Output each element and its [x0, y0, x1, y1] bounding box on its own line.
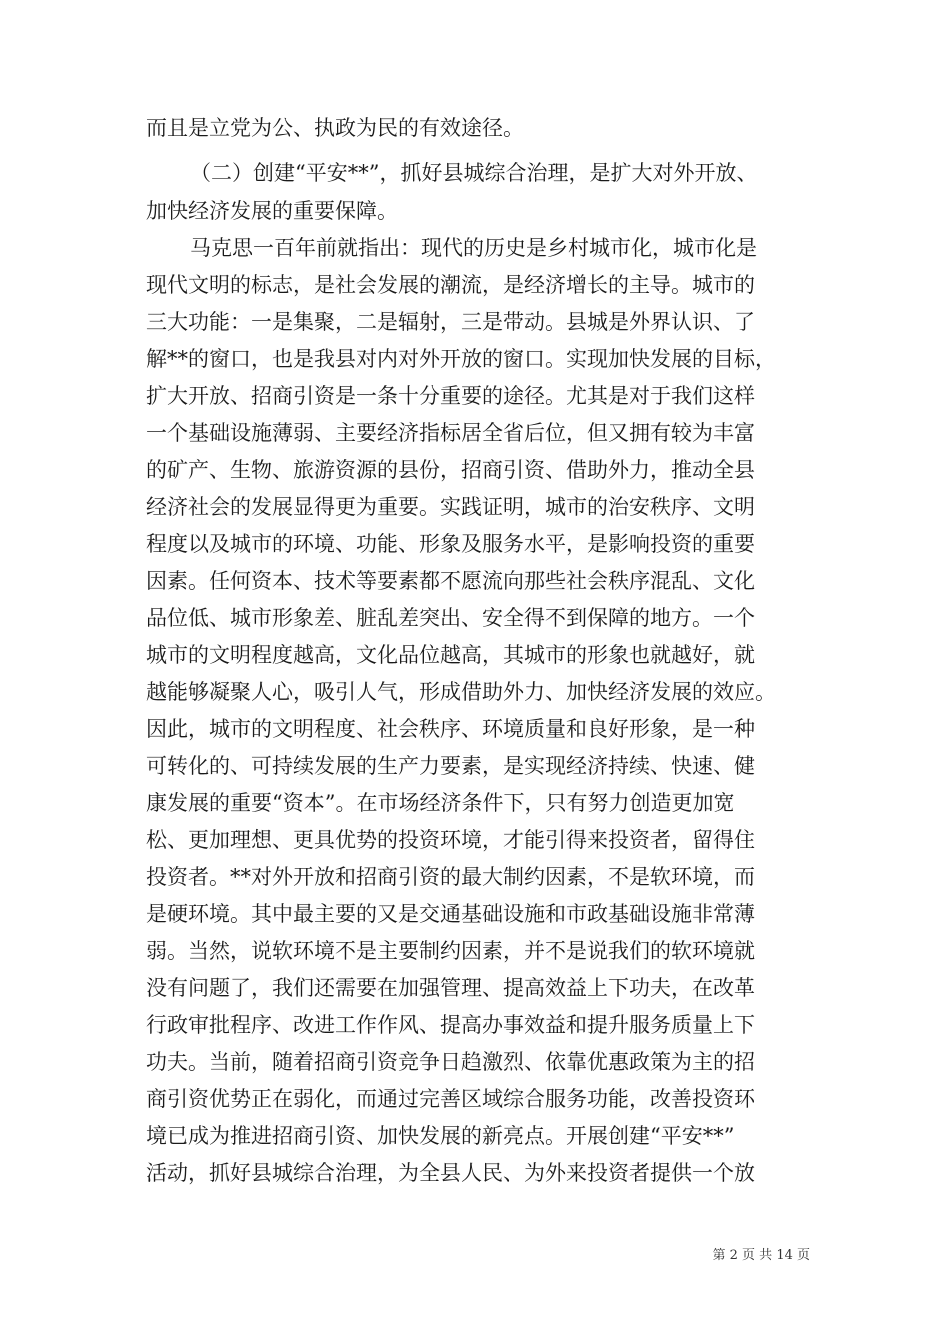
paragraph-line-17: 松、更加理想、更具优势的投资环境，才能引得来投资者，留得住 — [146, 828, 755, 852]
paragraph-line-19: 是硬环境。其中最主要的又是交通基础设施和市政基础设施非常薄 — [146, 902, 755, 926]
paragraph-line-26: 活动，抓好县城综合治理，为全县人民、为外来投资者提供一个放 — [146, 1161, 755, 1185]
paragraph-line-8: 经济社会的发展显得更为重要。实践证明，城市的治安秩序、文明 — [146, 495, 755, 519]
section-heading-line-1: （二）创建“平安**”，抓好县城综合治理，是扩大对外开放、 — [190, 161, 758, 185]
paragraph-line-21: 没有问题了，我们还需要在加强管理、提高效益上下功夫，在改革 — [146, 976, 755, 1000]
paragraph-line-2: 现代文明的标志，是社会发展的潮流，是经济增长的主导。城市的 — [146, 273, 755, 297]
paragraph-line-18: 投资者。**对外开放和招商引资的最大制约因素，不是软环境，而 — [146, 865, 755, 889]
paragraph-line-16: 康发展的重要“资本”。在市场经济条件下，只有努力创造更加宽 — [146, 791, 735, 815]
paragraph-line-9: 程度以及城市的环境、功能、形象及服务水平，是影响投资的重要 — [146, 532, 755, 556]
paragraph-line-12: 城市的文明程度越高，文化品位越高，其城市的形象也就越好，就 — [146, 643, 755, 667]
paragraph-line-1: 马克思一百年前就指出：现代的历史是乡村城市化，城市化是 — [190, 236, 757, 260]
paragraph-line-10: 因素。任何资本、技术等要素都不愿流向那些社会秩序混乱、文化 — [146, 569, 755, 593]
paragraph-line-15: 可转化的、可持续发展的生产力要素，是实现经济持续、快速、健 — [146, 754, 755, 778]
paragraph-line-3: 三大功能：一是集聚，二是辐射，三是带动。县城是外界认识、了 — [146, 310, 755, 334]
paragraph-line-23: 功夫。当前，随着招商引资竞争日趋激烈、依靠优惠政策为主的招 — [146, 1050, 755, 1074]
paragraph-line-13: 越能够凝聚人心，吸引人气，形成借助外力、加快经济发展的效应。 — [146, 680, 776, 704]
paragraph-line-22: 行政审批程序、改进工作作风、提高办事效益和提升服务质量上下 — [146, 1013, 755, 1037]
paragraph-line-14: 因此，城市的文明程度、社会秩序、环境质量和良好形象，是一种 — [146, 717, 755, 741]
paragraph-line-4: 解**的窗口，也是我县对内对外开放的窗口。实现加快发展的目标， — [146, 347, 776, 371]
paragraph-line-7: 的矿产、生物、旅游资源的县份，招商引资、借助外力，推动全县 — [146, 458, 755, 482]
paragraph-line-6: 一个基础设施薄弱、主要经济指标居全省后位，但又拥有较为丰富 — [146, 421, 755, 445]
paragraph-line-25: 境已成为推进招商引资、加快发展的新亮点。开展创建“平安**” — [146, 1124, 735, 1148]
paragraph-line-11: 品位低、城市形象差、脏乱差突出、安全得不到保障的地方。一个 — [146, 606, 755, 630]
paragraph-line-20: 弱。当然，说软环境不是主要制约因素，并不是说我们的软环境就 — [146, 939, 755, 963]
paragraph-line-24: 商引资优势正在弱化，而通过完善区域综合服务功能，改善投资环 — [146, 1087, 755, 1111]
paragraph-line-5: 扩大开放、招商引资是一条十分重要的途径。尤其是对于我们这样 — [146, 384, 755, 408]
text-line-1: 而且是立党为公、执政为民的有效途径。 — [146, 116, 524, 140]
section-heading-line-2: 加快经济发展的重要保障。 — [146, 199, 398, 223]
page-number-footer: 第 2 页 共 14 页 — [712, 1248, 810, 1263]
